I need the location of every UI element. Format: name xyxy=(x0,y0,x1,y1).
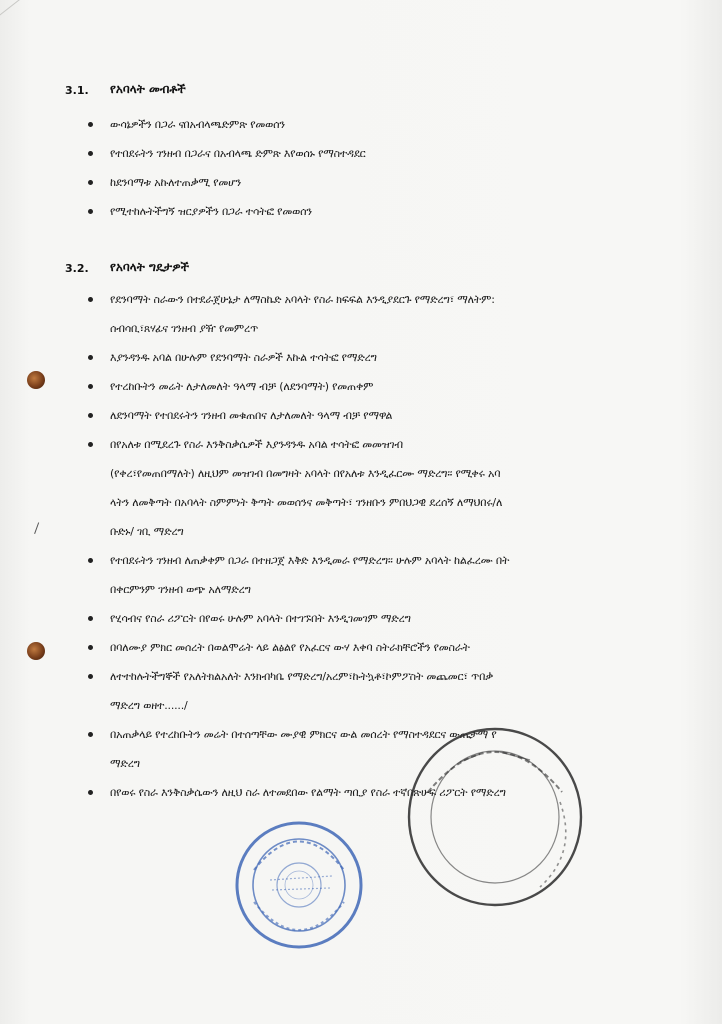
list-item-continuation: ቡድኑ/ ገቢ ማድረግ xyxy=(110,525,184,538)
bullet-dot xyxy=(88,355,93,360)
list-item-continuation: ሰብሳቢ፣ጸሃፊና ገንዘብ ያዥ የመምረጥ xyxy=(110,322,259,335)
list-item-continuation: (የቀረ፣የመጠበማለት) ለዚህም መዝገብ በመግዛት አባላት በየአለቱ እንዲፈርሙ ማድረግ፡፡ የሚቀሩ አባ xyxy=(110,467,501,480)
list-item: በየአለቱ በሚደረጉ የስራ እንቅስቃሴዎች እያንዳንዱ አባል ተሳትፎ መመዝገብ xyxy=(88,430,668,459)
section-3-1-number: 3.1. xyxy=(65,84,89,97)
page-fold-crease xyxy=(0,0,51,31)
bullet-dot xyxy=(88,616,93,621)
list-item: የሂሳብና የስራ ሪፖርት በየወሩ ሁሉም አባላት በተገኙበት እንዲገመገም ማድረግ xyxy=(88,604,668,633)
list-item: የተረከቡትን መሬት ለታለመለት ዓላማ ብቻ (ለደንባማት) የመጠቀም xyxy=(88,372,668,401)
pen-mark xyxy=(34,522,44,535)
list-item: የደንባማት ስራውን በተደራጀሁኔታ ለማስኬድ አባላት የስራ ክፍፍል እንዲያደርጉ የማድረግ፣ ማለትም: xyxy=(88,285,668,314)
list-item: ለደንባማት የተበደሩትን ገንዘብ መቁጠበና ለታለመለት ዓላማ ብቻ የማዋል xyxy=(88,401,668,430)
bullet-dot xyxy=(88,180,93,185)
blue-seal-stamp xyxy=(232,818,366,952)
list-item: የተበደሩትን ገንዘብ በጋራና በአብላጫ ድምጽ እየወሰኑ የማስተዳደር xyxy=(88,139,668,168)
bullet-dot xyxy=(88,732,93,737)
list-item-continuation: በቀርምንም ገንዘብ ወጭ አለማድረግ xyxy=(110,583,251,596)
bullet-dot xyxy=(88,413,93,418)
list-item-continuation: ማድረግ ወዘተ....../ xyxy=(110,699,188,712)
bullet-dot xyxy=(88,209,93,214)
list-item: በባለሙያ ምክር መሰረት በወልሞሬት ላይ ልፅልየ የአፈርና ውሃ እቀባ ስትራክቸሮችን የመስራት xyxy=(88,633,668,662)
list-item: የሚተከሉትችግኝ ዝርያዎችን በጋራ ተሳትፎ የመወሰን xyxy=(88,197,668,226)
bullet-dot xyxy=(88,122,93,127)
bullet-dot xyxy=(88,790,93,795)
list-item: ለተተከሉትችግኞች የአለትክልአለት እንክብካቤ የማድረግ/አረም፣ኩትኳቶ፣ኮምፖስት መጨመር፣ ጥበቃ xyxy=(88,662,668,691)
list-item: ከደንባማቱ አኩለተጠቃሚ የመሆን xyxy=(88,168,668,197)
bullet-dot xyxy=(88,384,93,389)
bullet-dot xyxy=(88,442,93,447)
section-3-2-title: የአባላት ግዴታዎች xyxy=(110,260,190,274)
punch-hole-bottom xyxy=(27,642,45,660)
list-item-continuation: ላትን ለመቅጣት በአባላት ስምምነት ቅጣት መወሰንና መቅጣት፣ ገንዘቡን ምበህጋዊ ደረሰኝ ለማህበሩ/ለ xyxy=(110,496,503,509)
list-item: እያንዳንዱ አባል በሁሉም የደንባማት ስራዎች እኩል ተሳትፎ የማድረግ xyxy=(88,343,668,372)
bullet-dot xyxy=(88,645,93,650)
list-item: በአጠቃላይ የተረከቡትን መሬት በተሰጣቸው ሙያዊ ምክርና ውል መሰረት የማስተዳደርና ውጤታማ የ xyxy=(88,720,668,749)
black-seal-stamp xyxy=(400,722,590,912)
list-item: የተበደሩትን ገንዘብ ለጠቃቀም በጋራ በተዘጋጀ እቅድ እንዲመራ የማድረግ፡፡ ሁሉም አባላት ከልፈረሙ በት xyxy=(88,546,668,575)
list-item: ውሳኔዎችን በጋራ ናበአብላጫድምጽ የመወሰን xyxy=(88,110,668,139)
bullet-dot xyxy=(88,297,93,302)
section-3-1-title: የአባላት መብቶች xyxy=(110,82,186,96)
section-3-2-number: 3.2. xyxy=(65,262,89,275)
list-item-continuation: ማድረግ xyxy=(110,757,140,770)
bullet-dot xyxy=(88,558,93,563)
list-item: በየወሩ የስራ እንቅስቃሴውን ለዚህ ስራ ለተመደበው የልማት ጣቢያ የስራ ተኛበጽሁፍ ሪፖርት የማድረግ xyxy=(88,778,668,807)
bullet-dot xyxy=(88,674,93,679)
punch-hole-top xyxy=(27,371,45,389)
bullet-dot xyxy=(88,151,93,156)
